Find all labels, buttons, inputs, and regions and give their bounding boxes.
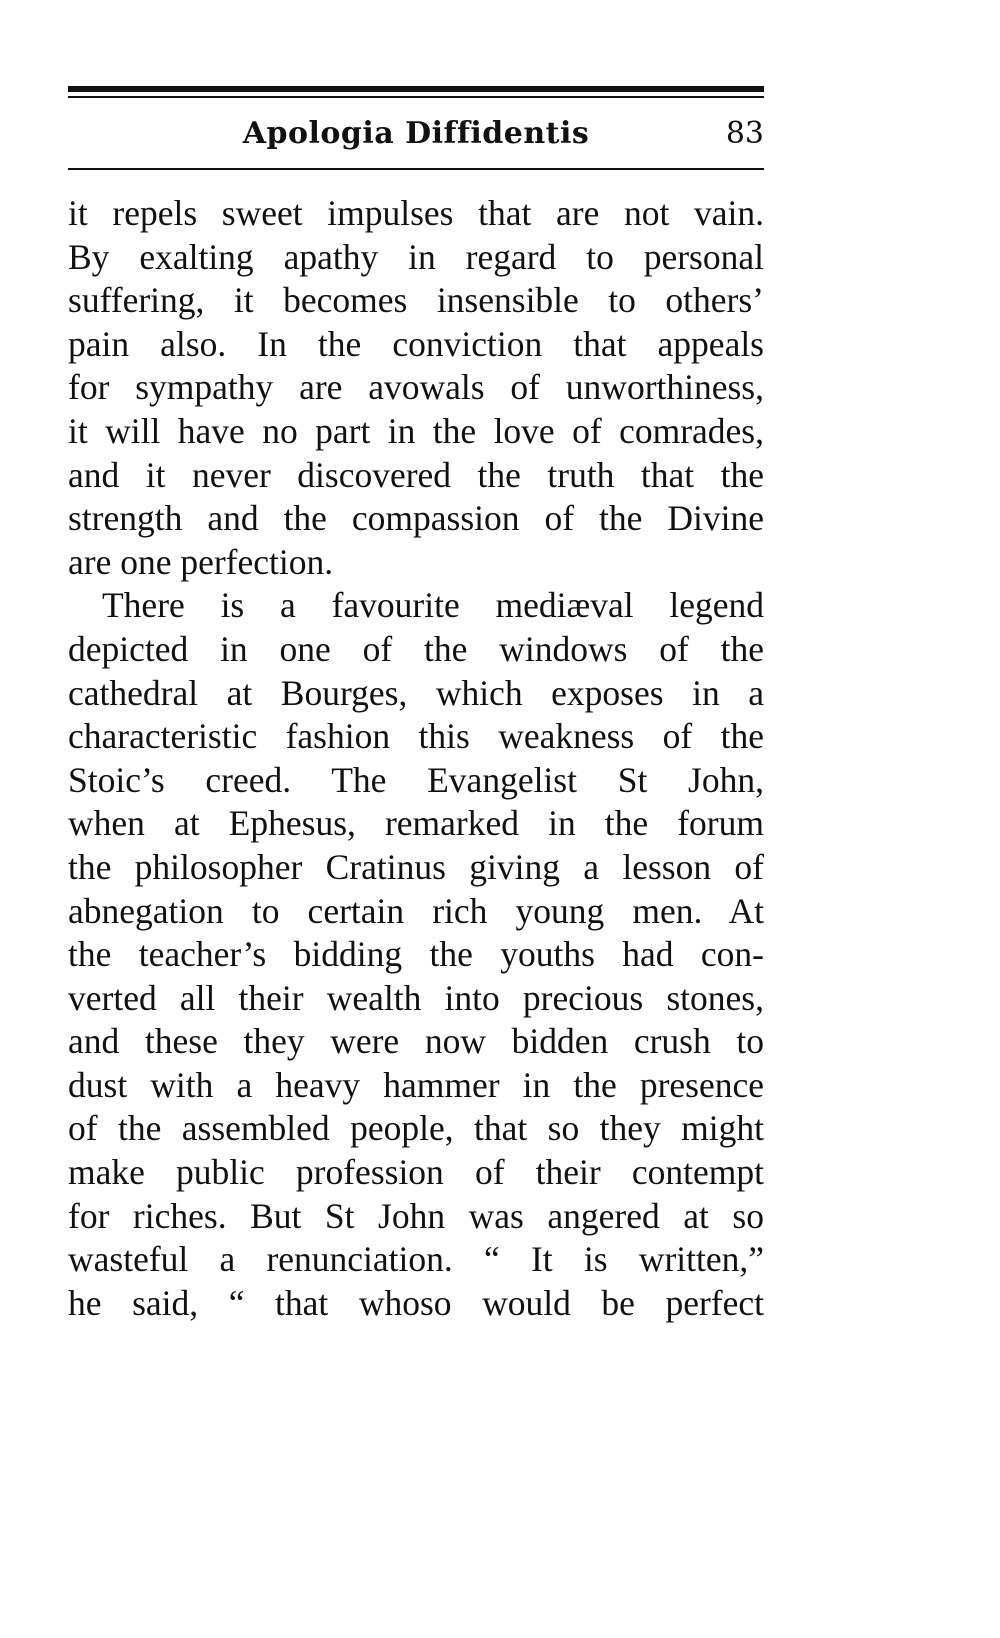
text-line: the teacher’s bidding the youths had con-: [68, 934, 764, 975]
text-line: for sympathy are avowals of unworthiness,: [68, 367, 764, 408]
header-rule-bottom: [68, 168, 764, 170]
text-line: he said, “ that whoso would be perfect: [68, 1282, 764, 1323]
text-line: cathedral at Bourges, which exposes in a: [68, 672, 764, 713]
text-line: Stoic’s creed. The Evangelist St John,: [68, 759, 764, 800]
text-line: wasteful a renunciation. “ It is written,”: [68, 1239, 764, 1280]
text-line: dust with a heavy hammer in the presence: [68, 1064, 764, 1105]
text-line: depicted in one of the windows of the: [68, 628, 764, 669]
page-number: 83: [725, 116, 764, 151]
text-line: the philosopher Cratinus giving a lesson of: [68, 846, 764, 887]
header-rule-thin: [68, 96, 764, 98]
text-line: of the assembled people, that so they might: [68, 1108, 764, 1149]
text-line: characteristic fashion this weakness of the: [68, 716, 764, 757]
text-line: verted all their wealth into precious stones,: [68, 977, 764, 1018]
text-line: for riches. But St John was angered at so: [68, 1195, 764, 1236]
text-line: and these they were now bidden crush to: [68, 1021, 764, 1062]
text-line: it will have no part in the love of comrades,: [68, 410, 764, 451]
text-line: There is a favourite mediæval legend: [102, 585, 764, 626]
text-line: and it never discovered the truth that the: [68, 454, 764, 495]
text-line: when at Ephesus, remarked in the forum: [68, 803, 764, 844]
text-line: strength and the compassion of the Divine: [68, 498, 764, 539]
text-line: it repels sweet impulses that are not vain.: [68, 193, 764, 233]
running-title: Apologia Diffidentis: [242, 116, 590, 151]
text-line: are one perfection.: [68, 541, 334, 582]
text-line: pain also. In the conviction that appeals: [68, 323, 764, 364]
text-line: suffering, it becomes insensible to others’: [68, 280, 764, 321]
text-line: make public profession of their contempt: [68, 1152, 764, 1193]
header-rule-thick: [68, 86, 764, 92]
body-text: [68, 192, 764, 1325]
text-line: By exalting apathy in regard to personal: [68, 236, 764, 277]
text-line: abnegation to certain rich young men. At: [68, 890, 764, 931]
running-head: [68, 112, 764, 162]
